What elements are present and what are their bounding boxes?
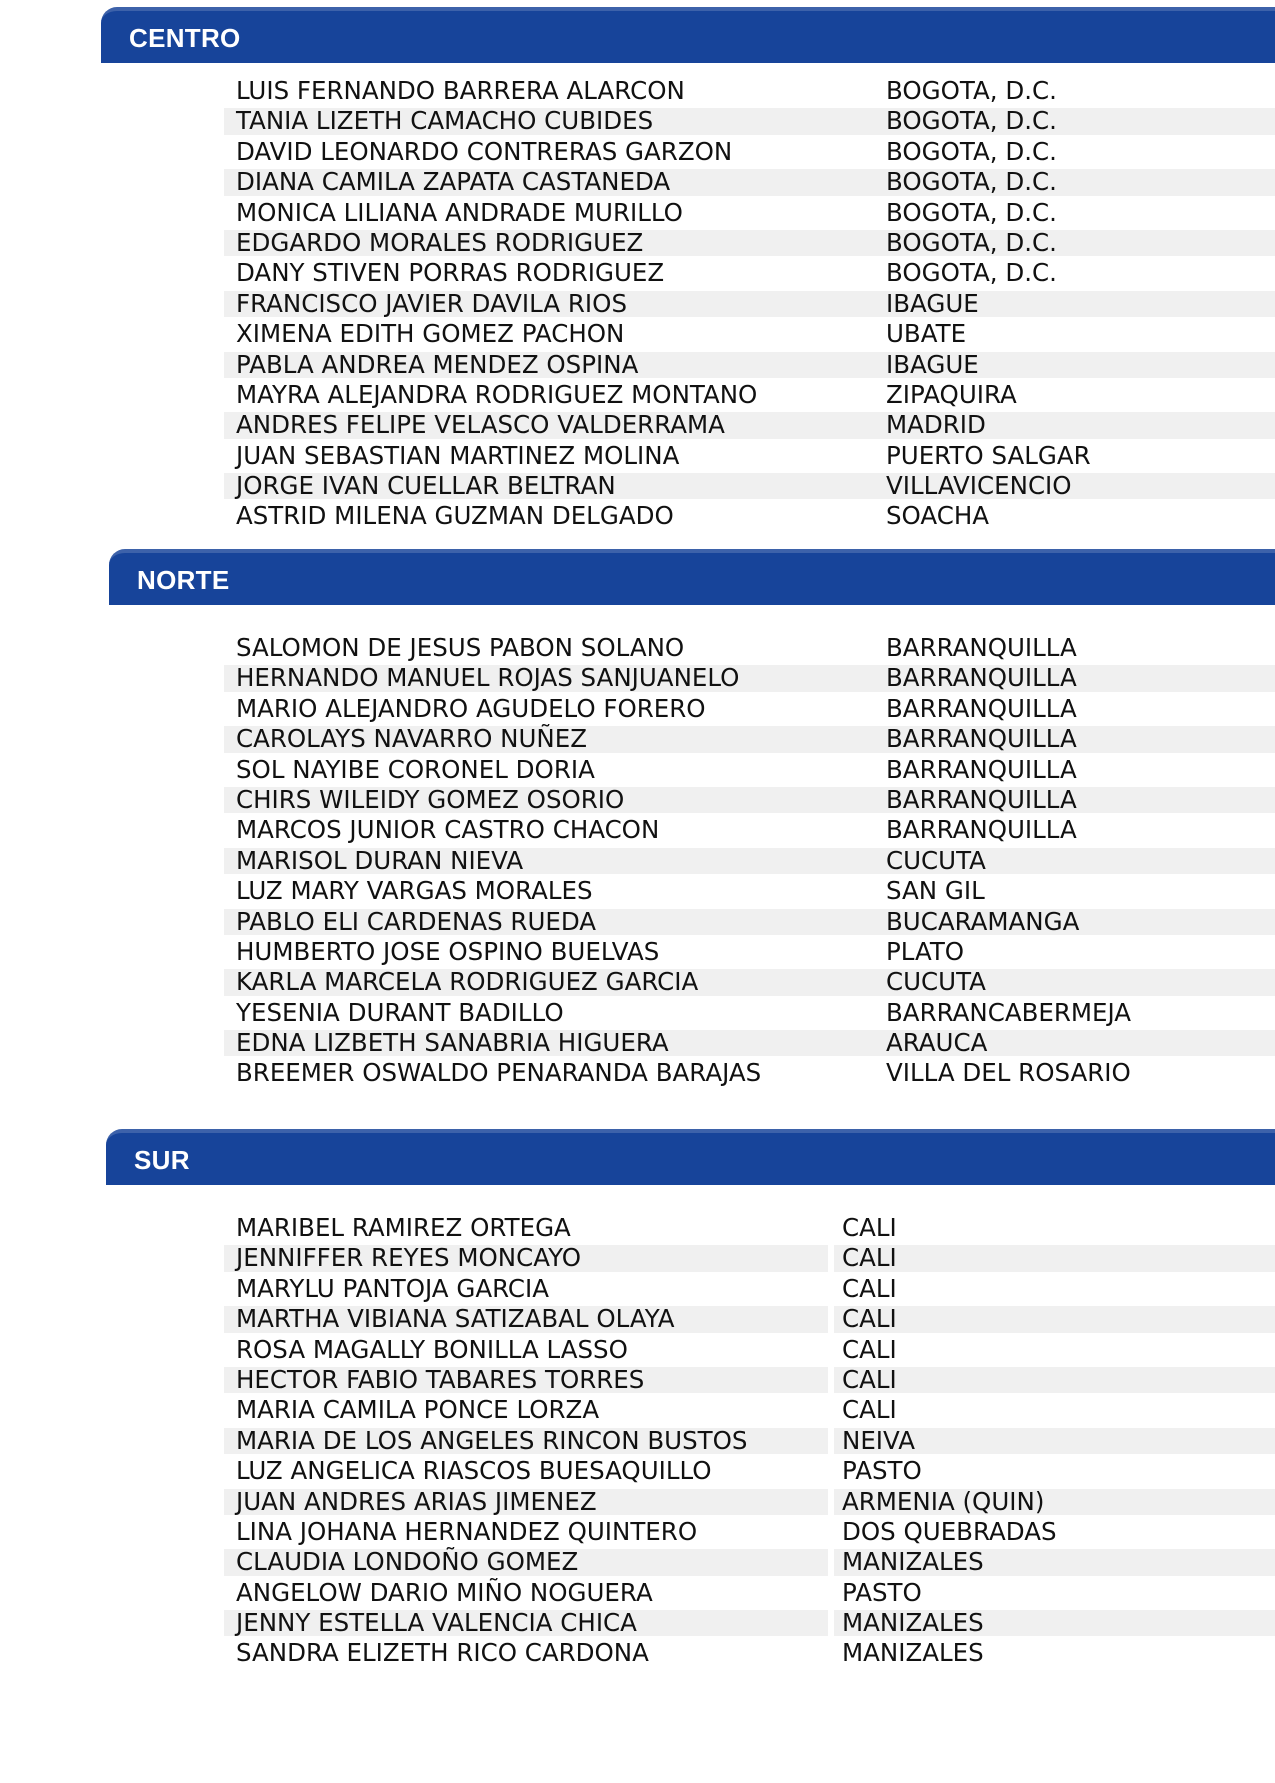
person-name: MARCOS JUNIOR CASTRO CHACON (236, 815, 660, 845)
city-name: BARRANQUILLA (886, 784, 1077, 814)
city-name: BARRANQUILLA (886, 815, 1077, 845)
column-divider (828, 1245, 834, 1271)
column-divider (828, 1306, 834, 1332)
person-name: MARIA DE LOS ANGELES RINCON BUSTOS (236, 1425, 748, 1455)
person-name: DIANA CAMILA ZAPATA CASTANEDA (236, 167, 671, 197)
table-row (224, 501, 1275, 531)
table-row (224, 1213, 1275, 1243)
city-name: ARMENIA (QUIN) (842, 1486, 1045, 1516)
city-name: BOGOTA, D.C. (886, 76, 1057, 105)
person-name: MAYRA ALEJANDRA RODRIGUEZ MONTANO (236, 379, 758, 409)
city-name: CALI (842, 1395, 897, 1425)
table-row (224, 1304, 1275, 1334)
section-header-sur (106, 1129, 1275, 1185)
city-name: BARRANCABERMEJA (886, 997, 1132, 1027)
person-name: EDGARDO MORALES RODRIGUEZ (236, 227, 644, 257)
table-row (224, 815, 1275, 845)
person-name: MARISOL DURAN NIEVA (236, 845, 524, 875)
contact-list (224, 1213, 1275, 1669)
table-row (224, 258, 1275, 288)
table-row (224, 1456, 1275, 1486)
person-name: LUZ MARY VARGAS MORALES (236, 876, 593, 906)
person-name: XIMENA EDITH GOMEZ PACHON (236, 319, 625, 349)
person-name: PABLO ELI CARDENAS RUEDA (236, 906, 597, 936)
city-name: VILLAVICENCIO (886, 471, 1072, 501)
person-name: PABLA ANDREA MENDEZ OSPINA (236, 349, 639, 379)
table-row (224, 1028, 1275, 1058)
person-name: ANDRES FELIPE VELASCO VALDERRAMA (236, 410, 725, 440)
city-name: CALI (842, 1273, 897, 1303)
person-name: LINA JOHANA HERNANDEZ QUINTERO (236, 1516, 698, 1546)
person-name: HERNANDO MANUEL ROJAS SANJUANELO (236, 663, 740, 693)
person-name: MARTHA VIBIANA SATIZABAL OLAYA (236, 1304, 675, 1334)
city-name: IBAGUE (886, 288, 979, 318)
contact-list (224, 633, 1275, 1089)
city-name: MADRID (886, 410, 986, 440)
person-name: KARLA MARCELA RODRIGUEZ GARCIA (236, 967, 699, 997)
person-name: SOL NAYIBE CORONEL DORIA (236, 754, 595, 784)
person-name: CAROLAYS NAVARRO NUÑEZ (236, 724, 587, 754)
city-name: BARRANQUILLA (886, 663, 1077, 693)
person-name: ANGELOW DARIO MIÑO NOGUERA (236, 1577, 653, 1607)
table-row (224, 755, 1275, 785)
section-header-norte (109, 549, 1275, 605)
table-row (224, 1058, 1275, 1088)
city-name: CUCUTA (886, 845, 986, 875)
person-name: HECTOR FABIO TABARES TORRES (236, 1364, 645, 1394)
table-row (224, 1487, 1275, 1517)
table-row (224, 137, 1275, 167)
city-name: SAN GIL (886, 876, 985, 906)
person-name: SALOMON DE JESUS PABON SOLANO (236, 633, 685, 662)
person-name: MARIO ALEJANDRO AGUDELO FORERO (236, 693, 706, 723)
person-name: JENNIFFER REYES MONCAYO (236, 1243, 581, 1273)
person-name: LUIS FERNANDO BARRERA ALARCON (236, 76, 685, 105)
contact-list (224, 76, 1275, 532)
city-name: PUERTO SALGAR (886, 440, 1091, 470)
section-title: CENTRO (129, 23, 241, 53)
table-row (224, 1426, 1275, 1456)
person-name: LUZ ANGELICA RIASCOS BUESAQUILLO (236, 1456, 712, 1486)
person-name: DAVID LEONARDO CONTRERAS GARZON (236, 136, 733, 166)
city-name: PASTO (842, 1456, 922, 1486)
table-row (224, 937, 1275, 967)
city-name: BARRANQUILLA (886, 754, 1077, 784)
city-name: CUCUTA (886, 967, 986, 997)
person-name: DANY STIVEN PORRAS RODRIGUEZ (236, 258, 665, 288)
person-name: TANIA LIZETH CAMACHO CUBIDES (236, 106, 654, 136)
column-divider (828, 1549, 834, 1575)
city-name: BARRANQUILLA (886, 693, 1077, 723)
table-row (224, 846, 1275, 876)
column-divider (828, 1367, 834, 1393)
person-name: JORGE IVAN CUELLAR BELTRAN (236, 471, 616, 501)
column-divider (828, 1610, 834, 1636)
table-row (224, 1517, 1275, 1547)
person-name: FRANCISCO JAVIER DAVILA RIOS (236, 288, 627, 318)
section-header-centro (101, 7, 1275, 63)
city-name: BOGOTA, D.C. (886, 167, 1057, 197)
city-name: CALI (842, 1334, 897, 1364)
table-row (224, 167, 1275, 197)
table-row (224, 1335, 1275, 1365)
city-name: NEIVA (842, 1425, 915, 1455)
city-name: BUCARAMANGA (886, 906, 1080, 936)
city-name: BOGOTA, D.C. (886, 258, 1057, 288)
city-name: CALI (842, 1213, 897, 1242)
table-row (224, 876, 1275, 906)
person-name: JUAN ANDRES ARIAS JIMENEZ (236, 1486, 597, 1516)
person-name: ROSA MAGALLY BONILLA LASSO (236, 1334, 628, 1364)
table-row (224, 1243, 1275, 1273)
city-name: ZIPAQUIRA (886, 379, 1017, 409)
person-name: ASTRID MILENA GUZMAN DELGADO (236, 501, 674, 531)
section-title: SUR (134, 1145, 190, 1175)
person-name: JUAN SEBASTIAN MARTINEZ MOLINA (236, 440, 680, 470)
table-row (224, 1608, 1275, 1638)
person-name: BREEMER OSWALDO PENARANDA BARAJAS (236, 1058, 762, 1088)
table-row (224, 998, 1275, 1028)
city-name: MANIZALES (842, 1608, 984, 1638)
city-name: SOACHA (886, 501, 990, 531)
table-row (224, 1395, 1275, 1425)
city-name: PASTO (842, 1577, 922, 1607)
table-row (224, 1365, 1275, 1395)
city-name: UBATE (886, 319, 967, 349)
table-row (224, 289, 1275, 319)
city-name: PLATO (886, 936, 965, 966)
city-name: ARAUCA (886, 1028, 988, 1058)
table-row (224, 228, 1275, 258)
table-row (224, 76, 1275, 106)
table-row (224, 471, 1275, 501)
table-row (224, 1578, 1275, 1608)
city-name: BOGOTA, D.C. (886, 106, 1057, 136)
city-name: CALI (842, 1243, 897, 1273)
person-name: CHIRS WILEIDY GOMEZ OSORIO (236, 784, 625, 814)
table-row (224, 410, 1275, 440)
person-name: SANDRA ELIZETH RICO CARDONA (236, 1638, 649, 1668)
city-name: BOGOTA, D.C. (886, 136, 1057, 166)
city-name: BOGOTA, D.C. (886, 227, 1057, 257)
table-row (224, 106, 1275, 136)
section-title: NORTE (137, 565, 230, 595)
person-name: MARYLU PANTOJA GARCIA (236, 1273, 549, 1303)
table-row (224, 380, 1275, 410)
table-row (224, 967, 1275, 997)
table-row (224, 724, 1275, 754)
city-name: CALI (842, 1364, 897, 1394)
table-row (224, 350, 1275, 380)
person-name: MARIA CAMILA PONCE LORZA (236, 1395, 600, 1425)
table-row (224, 694, 1275, 724)
city-name: BARRANQUILLA (886, 724, 1077, 754)
person-name: MARIBEL RAMIREZ ORTEGA (236, 1213, 571, 1242)
column-divider (828, 1428, 834, 1454)
table-row (224, 785, 1275, 815)
person-name: HUMBERTO JOSE OSPINO BUELVAS (236, 936, 660, 966)
city-name: DOS QUEBRADAS (842, 1516, 1057, 1546)
table-row (224, 1547, 1275, 1577)
person-name: JENNY ESTELLA VALENCIA CHICA (236, 1608, 637, 1638)
city-name: MANIZALES (842, 1638, 984, 1668)
city-name: VILLA DEL ROSARIO (886, 1058, 1131, 1088)
city-name: MANIZALES (842, 1547, 984, 1577)
city-name: IBAGUE (886, 349, 979, 379)
city-name: BARRANQUILLA (886, 633, 1077, 662)
city-name: BOGOTA, D.C. (886, 197, 1057, 227)
person-name: YESENIA DURANT BADILLO (236, 997, 564, 1027)
table-row (224, 319, 1275, 349)
table-row (224, 1274, 1275, 1304)
table-row (224, 1638, 1275, 1668)
person-name: MONICA LILIANA ANDRADE MURILLO (236, 197, 683, 227)
column-divider (828, 1489, 834, 1515)
table-row (224, 441, 1275, 471)
table-row (224, 633, 1275, 663)
table-row (224, 198, 1275, 228)
table-row (224, 663, 1275, 693)
person-name: CLAUDIA LONDOÑO GOMEZ (236, 1547, 579, 1577)
city-name: CALI (842, 1304, 897, 1334)
table-row (224, 907, 1275, 937)
person-name: EDNA LIZBETH SANABRIA HIGUERA (236, 1028, 669, 1058)
